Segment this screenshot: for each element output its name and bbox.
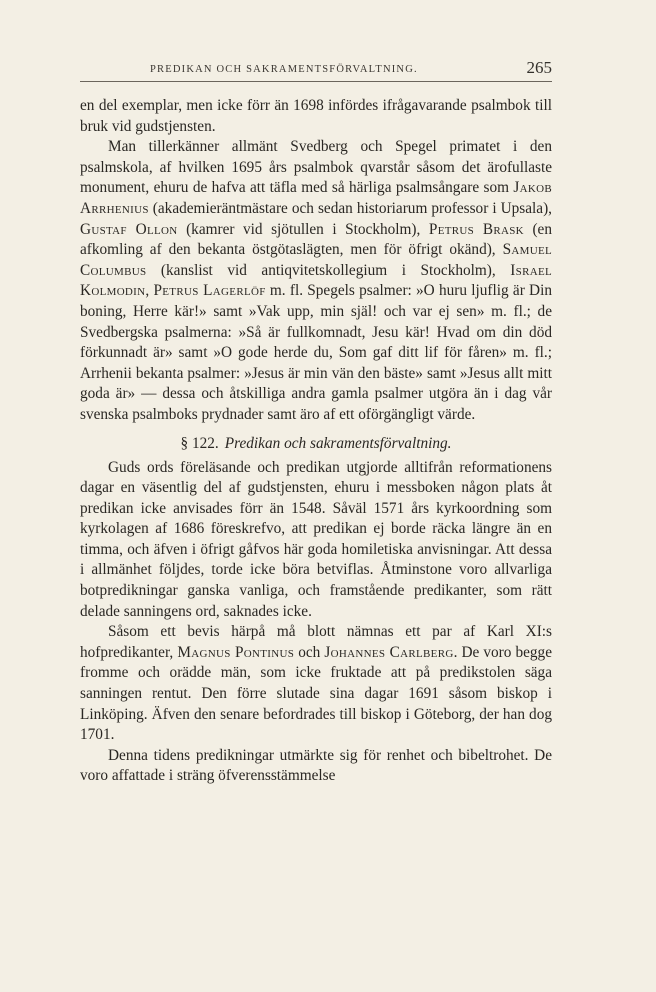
person-name-arrhenius: Jakob Arrhenius — [80, 179, 552, 217]
text-run: och — [294, 643, 325, 661]
text-run: (en afkomling af den bekanta östgötaslägten, men för öfrigt okänd), — [80, 220, 552, 259]
person-name-ollon: Gustaf Ollon — [80, 220, 178, 238]
text-run: (kanslist vid antiqvitetskollegium i Stockholm), — [146, 261, 511, 279]
page-number: 265 — [526, 58, 552, 77]
book-page — [80, 56, 552, 787]
body-text — [80, 96, 552, 787]
section-heading — [80, 434, 552, 454]
running-title: PREDIKAN OCH SAKRAMENTSFÖRVALTNING. — [150, 64, 418, 75]
text-run: (kamrer vid sjötullen i Stockholm), — [177, 220, 429, 238]
paragraph-sermon-style: Denna tidens predikningar utmärkte sig för renhet och bibeltrohet. De voro affattade i sträng öfverensstämmelse — [80, 746, 552, 785]
text-run: (akademieräntmästare och sedan historiarum professor i Upsala), — [148, 199, 552, 217]
paragraph-sermon-history: Guds ords föreläsande och predikan utgjorde alltifrån reformationens dagar en väsentlig del af gudstjensten, ehuru i messboken någon plats åt predikan icke anvisades förr än 1548. Såväl 1571 års kyrkoordning som kyrkolagen af 1686 föreskrefvo, att predikan ej borde räcka längre än en timma, och äfven i öfrigt gåfvos här goda homiletiska anvisningar. Att dessa i allmänhet följdes, torde icke böra betviflas. Åtminstone voro allvarliga botpredikningar ganska vanliga, och framstående predikanter, som rätt delade sanningens ord, saknades icke. — [80, 458, 552, 620]
running-head — [80, 56, 552, 80]
section-number: § 122. — [180, 434, 219, 452]
paragraph-court-preachers — [80, 622, 552, 746]
person-name-kolmodin: Israel Kolmodin — [80, 261, 552, 300]
text-run: . De voro begge fromme och orädde män, som icke fruktade att på predikstolen säga sanningen rentut. Den förre slutade sina dagar 1691 såsom biskop i Linköping. Äfven den senare befordrades till biskop i Göteborg, der han dog 1701. — [80, 643, 552, 744]
text-run: , — [145, 282, 154, 300]
person-name-columbus: Samuel Columbus — [80, 241, 552, 279]
header-rule — [80, 81, 552, 82]
paragraph-psalm-school — [80, 137, 552, 425]
section-title: Predikan och sakramentsförvaltning. — [224, 434, 452, 452]
text-run: m. fl. Spegels psalmer: »O huru ljuflig är Din boning, Herre kär!» samt »Vak upp, min själ! och var ej sen» m. fl.; de Svedbergska psalmerna: »Så är fullkomnadt, Jesu kär! Hvad om din död förkunnadt är» samt »O gode herde du, Som gaf ditt lif för fåren» m. fl.; Arrhenii bekanta psalmer: »Jesus är min vän den bäste» samt »Jesus allt mitt goda är» — dessa och åtskilliga andra gamla psalmer utgöra än i dag vår svenska psalmboks prydnader samt äro af ett oförgängligt värde. — [80, 282, 552, 423]
person-name-lagerlof: Petrus Lagerlöf — [153, 282, 266, 300]
paragraph-continuation: en del exemplar, men icke förr än 1698 infördes ifrågavarande psalmbok till bruk vid gudstjensten. — [80, 97, 552, 135]
person-name-brask: Petrus Brask — [428, 220, 524, 238]
text-run: Såsom ett bevis härpå må blott nämnas ett par af Karl XI:s hofpredikanter, — [80, 623, 552, 661]
text-run: Man tillerkänner allmänt Svedberg och Spegel primatet i den psalmskola, af hvilken 1695 års psalmbok qvarstår såsom det ärofullaste monument, ehuru de hafva att täfla med så härliga psalmsångare som — [80, 138, 552, 197]
person-name-carlberg: Johannes Carlberg — [324, 643, 454, 661]
person-name-pontinus: Magnus Pontinus — [177, 643, 295, 661]
